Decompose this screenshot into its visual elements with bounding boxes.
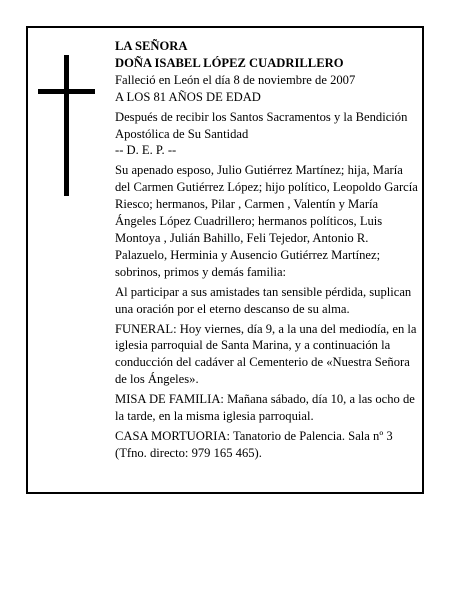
- family-paragraph: Su apenado esposo, Julio Gutiérrez Martínez; hija, María del Carmen Gutiérrez López; hijo político, Leopoldo García Riesco; hermanos, Pilar , Carmen , Valentín y María Ángeles López Cuadrillero; hermanos políticos, Luis Montoya , Julián Bahillo, Feli Tejedor, Antonio R. Palazuelo, Herminia y Ausencio Gutiérrez Martínez; sobrinos, primos y demás familia:: [115, 163, 418, 279]
- funeral-paragraph: FUNERAL: Hoy viernes, día 9, a la una del mediodía, en la iglesia parroquial de Santa Marina, y a continuación la conducción del cadáver al Cementerio de «Nuestra Señora de los Ángeles».: [115, 321, 417, 387]
- family-mass-paragraph: MISA DE FAMILIA: Mañana sábado, día 10, a las ocho de la tarde, en la misma iglesia parroquial.: [115, 392, 415, 424]
- notice-text: [115, 38, 421, 462]
- cross-icon-bar: [38, 89, 95, 94]
- cross-icon: [64, 55, 69, 196]
- dep-line: -- D. E. P. --: [115, 143, 177, 158]
- death-details: Falleció en León el día 8 de noviembre de 2007: [115, 72, 356, 87]
- request-paragraph: Al participar a sus amistades tan sensible pérdida, suplican una oración por el eterno descanso de su alma.: [115, 284, 412, 316]
- mortuary-paragraph: CASA MORTUORIA: Tanatorio de Palencia. Sala nº 3 (Tfno. directo: 979 165 465).: [115, 428, 393, 460]
- sacraments-paragraph: Después de recibir los Santos Sacramentos y la Bendición Apostólica de Su Santidad: [115, 109, 408, 141]
- age-line: A LOS 81 AÑOS DE EDAD: [115, 89, 261, 104]
- deceased-name: DOÑA ISABEL LÓPEZ CUADRILLERO: [115, 55, 344, 70]
- notice-title: LA SEÑORA: [115, 39, 188, 53]
